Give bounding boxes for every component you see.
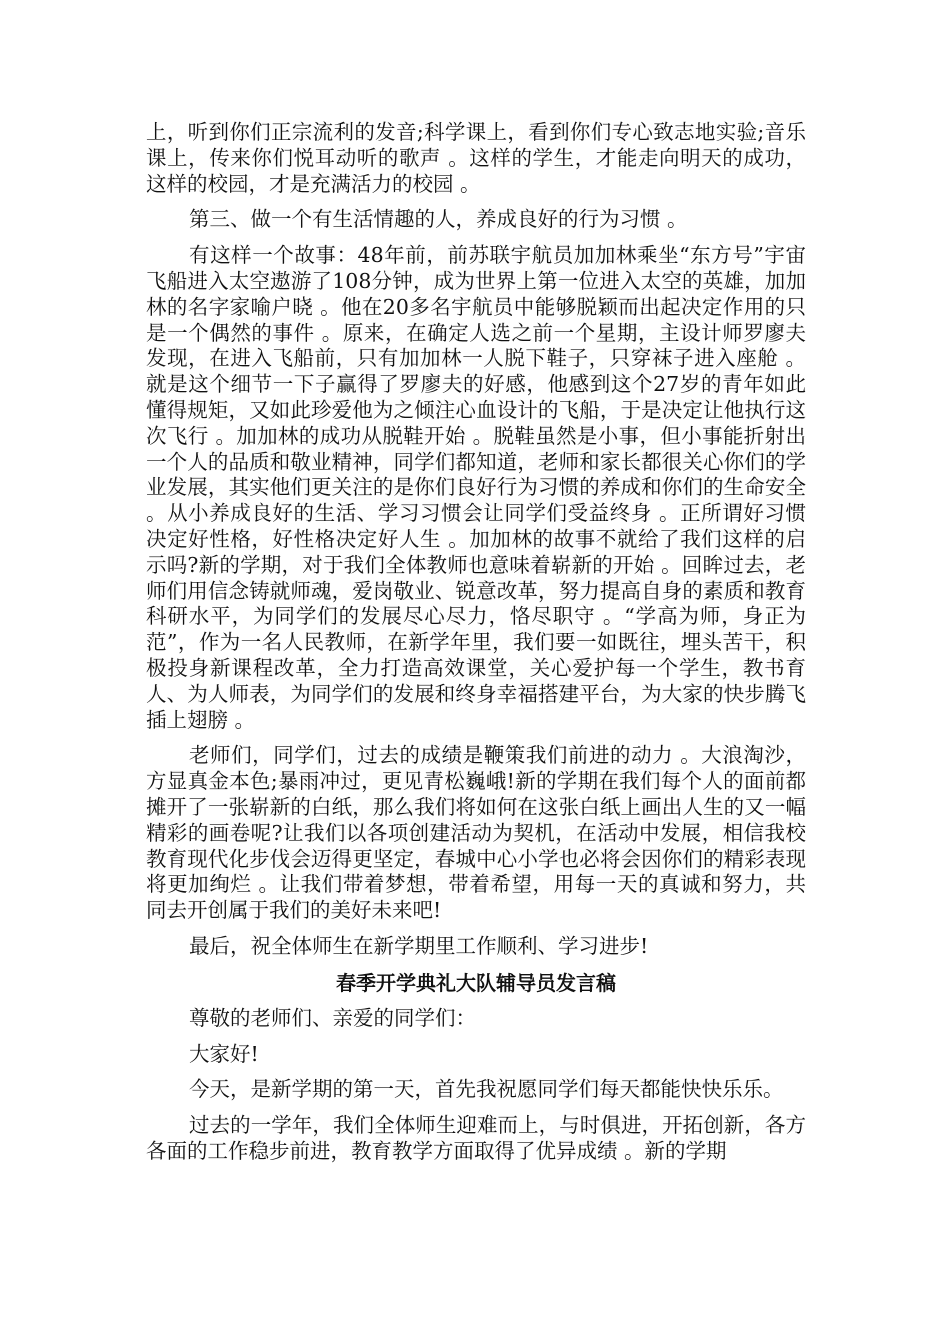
- paragraph: 过去的一学年，我们全体师生迎难而上，与时俱进，开拓创新，各方各面的工作稳步前进，教育教学方面取得了优异成绩 。新的学期: [146, 1113, 806, 1163]
- paragraph: 第三、做一个有生活情趣的人，养成良好的行为习惯 。: [189, 207, 688, 232]
- salutation: 尊敬的老师们、亲爱的同学们：: [189, 1005, 476, 1030]
- paragraph: 老师们，同学们，过去的成绩是鞭策我们前进的动力 。大浪淘沙，方显真金本色;暴雨冲过，更见青松巍峨!新的学期在我们每个人的面前都摊开了一张崭新的白纸，那么我们将如何在这张白纸上画出人生的又一幅精彩的画卷呢?让我们以各项创建活动为契机，在活动中发展，相信我校教育现代化步伐会迈得更坚定，春城中心小学也必将会因你们的精彩表现将更加绚烂 。让我们带着梦想，带着希望，用每一天的真诚和努力，共同去开创属于我们的美好未来吧!: [146, 743, 806, 923]
- document-page: [146, 120, 806, 1175]
- paragraph: 今天，是新学期的第一天，首先我祝愿同学们每天都能快快乐乐。: [189, 1077, 784, 1102]
- section-heading: 春季开学典礼大队辅导员发言稿: [336, 970, 616, 995]
- paragraph: 有这样一个故事：48年前，前苏联宇航员加加林乘坐“东方号”宇宙飞船进入太空遨游了108分钟，成为世界上第一位进入太空的英雄，加加林的名字家喻户晓 。他在20多名宇航员中能够脱颖而出起决定作用的只是一个偶然的事件 。原来，在确定人选之前一个星期，主设计师罗廖夫发现，在进入飞船前，只有加加林一人脱下鞋子，只穿袜子进入座舱 。就是这个细节一下子赢得了罗廖夫的好感，他感到这个27岁的青年如此懂得规矩，又如此珍爱他为之倾注心血设计的飞船，于是决定让他执行这次飞行 。加加林的成功从脱鞋开始 。脱鞋虽然是小事，但小事能折射出一个人的品质和敬业精神，同学们都知道，老师和家长都很关心你们的学业发展，其实他们更关注的是你们良好行为习惯的养成和你们的生命安全 。从小养成良好的生活、学习习惯会让同学们受益终身 。正所谓好习惯决定好性格，好性格决定好人生 。加加林的故事不就给了我们这样的启示吗?新的学期，对于我们全体教师也意味着崭新的开始 。回眸过去，老师们用信念铸就师魂，爱岗敬业、锐意改革，努力提高自身的素质和教育科研水平，为同学们的发展尽心尽力，恪尽职守 。“学高为师，身正为范”，作为一名人民教师，在新学年里，我们要一如既往，埋头苦干，积极投身新课程改革，全力打造高效课堂，关心爱护每一个学生，教书育人、为人师表，为同学们的发展和终身幸福搭建平台，为大家的快步腾飞插上翅膀 。: [146, 243, 806, 732]
- paragraph: 上，听到你们正宗流利的发音;科学课上，看到你们专心致志地实验;音乐课上，传来你们悦耳动听的歌声 。这样的学生，才能走向明天的成功，这样的校园，才是充满活力的校园 。: [146, 120, 806, 196]
- paragraph: 最后，祝全体师生在新学期里工作顺利、学习进步!: [189, 933, 649, 958]
- greeting: 大家好!: [189, 1041, 259, 1066]
